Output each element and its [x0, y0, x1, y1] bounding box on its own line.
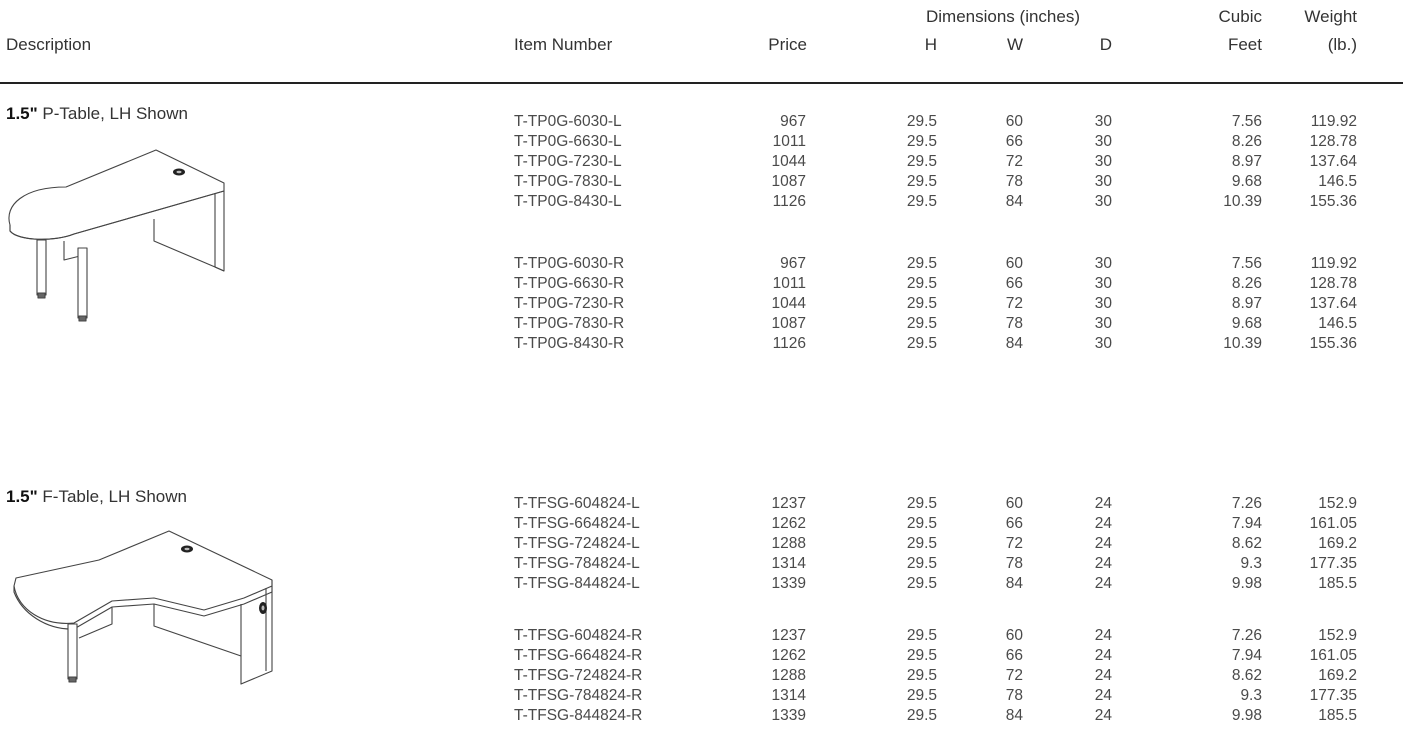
dim-w: 72	[1005, 153, 1023, 170]
dim-w: 60	[1005, 113, 1023, 130]
table-row	[0, 647, 1403, 667]
dim-w: 78	[1005, 687, 1023, 704]
price: 1044	[771, 153, 806, 170]
item-number: T-TP0G-6630-R	[514, 275, 625, 292]
cubic-feet: 9.68	[1231, 173, 1262, 190]
dim-w: 60	[1005, 255, 1023, 272]
weight: 177.35	[1309, 687, 1357, 704]
cubic-feet: 10.39	[1223, 193, 1262, 210]
price: 1262	[771, 515, 806, 532]
table-row	[0, 667, 1403, 687]
dim-h: 29.5	[906, 193, 937, 210]
dim-w: 72	[1005, 295, 1023, 312]
price: 1126	[772, 335, 806, 352]
weight: 137.64	[1309, 153, 1357, 170]
weight: 128.78	[1309, 133, 1357, 150]
dim-h: 29.5	[906, 255, 937, 272]
price: 1011	[772, 133, 806, 150]
header-d: D	[1099, 35, 1112, 54]
dim-w: 84	[1005, 707, 1023, 724]
dim-d: 24	[1094, 535, 1112, 552]
item-number: T-TP0G-7830-R	[514, 315, 625, 332]
dim-d: 24	[1094, 495, 1112, 512]
dim-w: 72	[1005, 535, 1023, 552]
weight: 161.05	[1309, 515, 1357, 532]
header-h: H	[924, 35, 937, 54]
weight: 169.2	[1318, 667, 1357, 684]
weight: 185.5	[1318, 707, 1357, 724]
cubic-feet: 8.97	[1231, 153, 1262, 170]
cubic-feet: 8.26	[1231, 275, 1262, 292]
price: 1314	[771, 555, 806, 572]
header-dimensions-group: Dimensions (inches)	[926, 7, 1080, 26]
table-row	[0, 275, 1403, 295]
table-row	[0, 153, 1403, 173]
dim-h: 29.5	[906, 515, 937, 532]
dim-h: 29.5	[906, 647, 937, 664]
weight: 155.36	[1309, 193, 1357, 210]
table-row	[0, 173, 1403, 193]
dim-d: 30	[1094, 173, 1112, 190]
item-number: T-TP0G-6630-L	[514, 133, 622, 150]
table-row	[0, 335, 1403, 355]
price: 1237	[771, 627, 806, 644]
cubic-feet: 8.26	[1231, 133, 1262, 150]
dim-d: 30	[1094, 153, 1112, 170]
table-row	[0, 193, 1403, 213]
weight: 161.05	[1309, 647, 1357, 664]
dim-w: 66	[1005, 133, 1023, 150]
cubic-feet: 8.62	[1231, 667, 1262, 684]
price: 967	[780, 255, 806, 272]
price: 1237	[771, 495, 806, 512]
item-number: T-TP0G-6030-L	[514, 113, 622, 130]
dim-h: 29.5	[906, 113, 937, 130]
item-number: T-TP0G-8430-R	[514, 335, 625, 352]
dim-d: 30	[1094, 275, 1112, 292]
cubic-feet: 7.56	[1231, 113, 1262, 130]
price: 1339	[771, 707, 806, 724]
item-number: T-TFSG-724824-L	[514, 535, 640, 552]
price: 1087	[771, 315, 806, 332]
weight: 177.35	[1309, 555, 1357, 572]
dim-w: 60	[1005, 495, 1023, 512]
product-size: 1.5"	[6, 487, 38, 506]
header-w: W	[1006, 35, 1023, 54]
weight: 185.5	[1318, 575, 1357, 592]
header-weight-unit: (lb.)	[1327, 35, 1357, 54]
dim-h: 29.5	[906, 315, 937, 332]
dim-h: 29.5	[906, 575, 937, 592]
table-row	[0, 255, 1403, 275]
dim-w: 60	[1005, 627, 1023, 644]
dim-w: 84	[1005, 193, 1023, 210]
cubic-feet: 7.56	[1231, 255, 1262, 272]
price: 1044	[771, 295, 806, 312]
weight: 146.5	[1318, 315, 1357, 332]
dim-d: 24	[1094, 627, 1112, 644]
dim-w: 66	[1005, 647, 1023, 664]
weight: 152.9	[1318, 495, 1357, 512]
dim-h: 29.5	[906, 627, 937, 644]
item-number: T-TP0G-7230-L	[514, 153, 622, 170]
item-number: T-TFSG-844824-L	[514, 575, 640, 592]
cubic-feet: 7.26	[1231, 495, 1262, 512]
table-row	[0, 315, 1403, 335]
dim-w: 78	[1005, 315, 1023, 332]
header-price: Price	[768, 35, 807, 54]
cubic-feet: 9.3	[1240, 687, 1262, 704]
cubic-feet: 9.98	[1231, 707, 1262, 724]
item-number: T-TFSG-664824-L	[514, 515, 640, 532]
table-row	[0, 495, 1403, 515]
dim-h: 29.5	[906, 173, 937, 190]
dim-d: 24	[1094, 707, 1112, 724]
cubic-feet: 7.26	[1231, 627, 1262, 644]
cubic-feet: 9.98	[1231, 575, 1262, 592]
dim-w: 72	[1005, 667, 1023, 684]
header-feet: Feet	[1227, 35, 1262, 54]
cubic-feet: 9.68	[1231, 315, 1262, 332]
item-number: T-TP0G-7830-L	[514, 173, 622, 190]
dim-d: 24	[1094, 647, 1112, 664]
item-number: T-TFSG-784824-R	[514, 687, 643, 704]
dim-h: 29.5	[906, 667, 937, 684]
weight: 137.64	[1309, 295, 1357, 312]
dim-h: 29.5	[906, 275, 937, 292]
item-number: T-TFSG-604824-L	[514, 495, 640, 512]
dim-d: 24	[1094, 667, 1112, 684]
price: 1011	[772, 275, 806, 292]
item-number: T-TP0G-7230-R	[514, 295, 625, 312]
product-size: 1.5"	[6, 104, 38, 123]
weight: 119.92	[1310, 255, 1357, 272]
price: 1288	[771, 535, 806, 552]
weight: 146.5	[1318, 173, 1357, 190]
price: 1262	[771, 647, 806, 664]
dim-w: 78	[1005, 173, 1023, 190]
product-name: F-Table, LH Shown	[37, 487, 187, 506]
dim-d: 30	[1094, 133, 1112, 150]
dim-w: 78	[1005, 555, 1023, 572]
dim-h: 29.5	[906, 335, 937, 352]
dim-d: 24	[1094, 687, 1112, 704]
dim-h: 29.5	[906, 495, 937, 512]
item-number: T-TFSG-604824-R	[514, 627, 643, 644]
price: 1339	[771, 575, 806, 592]
cubic-feet: 9.3	[1240, 555, 1262, 572]
table-row	[0, 133, 1403, 153]
table-row	[0, 113, 1403, 133]
table-row	[0, 687, 1403, 707]
table-row	[0, 555, 1403, 575]
dim-h: 29.5	[906, 133, 937, 150]
dim-w: 66	[1005, 515, 1023, 532]
dim-w: 66	[1005, 275, 1023, 292]
price: 1087	[771, 173, 806, 190]
item-number: T-TP0G-6030-R	[514, 255, 625, 272]
item-number: T-TFSG-784824-L	[514, 555, 640, 572]
header-rule	[0, 82, 1403, 84]
cubic-feet: 7.94	[1231, 515, 1262, 532]
cubic-feet: 7.94	[1231, 647, 1262, 664]
table-row	[0, 707, 1403, 727]
table-row	[0, 535, 1403, 555]
cubic-feet: 10.39	[1223, 335, 1262, 352]
price: 1288	[771, 667, 806, 684]
price: 1126	[772, 193, 806, 210]
cubic-feet: 8.62	[1231, 535, 1262, 552]
item-number: T-TFSG-724824-R	[514, 667, 643, 684]
weight: 152.9	[1318, 627, 1357, 644]
dim-h: 29.5	[906, 687, 937, 704]
dim-h: 29.5	[906, 555, 937, 572]
dim-d: 30	[1094, 295, 1112, 312]
dim-h: 29.5	[906, 153, 937, 170]
header-item-number: Item Number	[514, 35, 613, 54]
price: 967	[780, 113, 806, 130]
table-row	[0, 515, 1403, 535]
item-number: T-TP0G-8430-L	[514, 193, 622, 210]
table-row	[0, 575, 1403, 595]
dim-h: 29.5	[906, 707, 937, 724]
dim-d: 30	[1094, 315, 1112, 332]
weight: 128.78	[1309, 275, 1357, 292]
dim-d: 24	[1094, 515, 1112, 532]
dim-w: 84	[1005, 335, 1023, 352]
dim-d: 30	[1094, 255, 1112, 272]
weight: 155.36	[1309, 335, 1357, 352]
table-row	[0, 295, 1403, 315]
header-cubic: Cubic	[1218, 7, 1262, 26]
header-weight: Weight	[1304, 7, 1357, 26]
price: 1314	[771, 687, 806, 704]
weight: 119.92	[1310, 113, 1357, 130]
cubic-feet: 8.97	[1231, 295, 1262, 312]
item-number: T-TFSG-664824-R	[514, 647, 643, 664]
dim-d: 30	[1094, 335, 1112, 352]
header-description: Description	[6, 35, 92, 54]
dim-d: 24	[1094, 555, 1112, 572]
dim-d: 30	[1094, 193, 1112, 210]
product-name: P-Table, LH Shown	[37, 104, 188, 123]
dim-d: 24	[1094, 575, 1112, 592]
weight: 169.2	[1318, 535, 1357, 552]
dim-h: 29.5	[906, 535, 937, 552]
dim-d: 30	[1094, 113, 1112, 130]
item-number: T-TFSG-844824-R	[514, 707, 643, 724]
dim-w: 84	[1005, 575, 1023, 592]
table-row	[0, 627, 1403, 647]
dim-h: 29.5	[906, 295, 937, 312]
